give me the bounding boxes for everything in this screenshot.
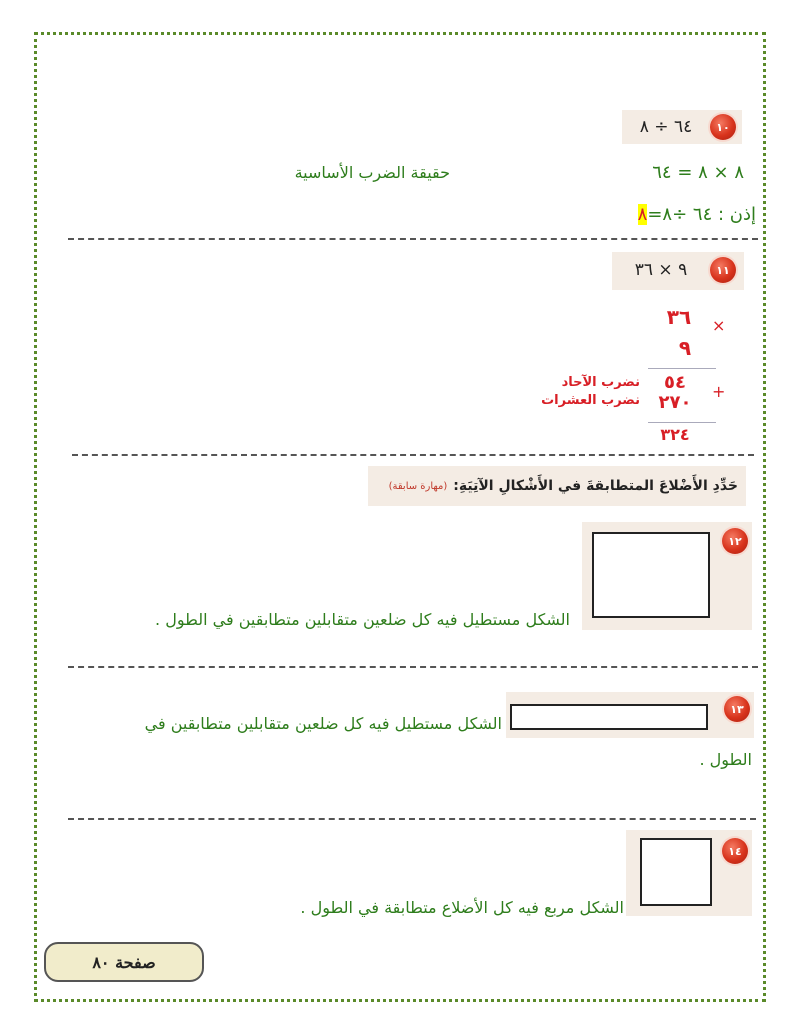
q11-partial-2: ٢٧٠: [658, 392, 692, 413]
instruction-text: حَدِّدِ الأَضْلاعَ المتطابقةَ في الأَشْكالِ الآتِيَةِ:: [453, 478, 738, 494]
q14-square: [640, 838, 712, 906]
q11-partial-1: ٥٤: [664, 372, 686, 393]
q10-fact-label: حقيقة الضرب الأساسية: [294, 163, 450, 182]
divider-2: [72, 454, 754, 456]
divider-4: [68, 818, 756, 820]
q14-badge: ١٤: [722, 838, 748, 864]
q11-line-2: [648, 422, 716, 423]
q11-multiplier: ٩: [678, 336, 692, 360]
q14-answer: الشكل مربع فيه كل الأضلاع متطابقة في الطول .: [300, 898, 624, 917]
q12-rectangle: [592, 532, 710, 618]
q11-result: ٣٢٤: [660, 425, 690, 444]
q13-rectangle: [510, 704, 708, 730]
q13-answer-line2: الطول .: [699, 750, 752, 769]
q11-multiplicand: ٣٦: [666, 305, 692, 329]
divider-1: [68, 238, 758, 240]
q11-label-tens: نضرب العشرات: [541, 393, 640, 408]
q13-answer-line1: الشكل مستطيل فيه كل ضلعين متقابلين متطابقين في: [144, 714, 502, 733]
q10-answer: ٨: [637, 204, 648, 225]
q10-problem: ٦٤ ÷ ٨: [639, 117, 693, 137]
q11-line-1: [648, 368, 716, 369]
q10-conclusion-text: إذن : ٦٤ ÷٨=: [647, 204, 756, 225]
q10-badge: ١٠: [710, 114, 736, 140]
instruction-note: (مهارة سابقة): [388, 480, 448, 492]
q10-conclusion: [560, 204, 756, 225]
q11-problem: ٩ × ٣٦: [634, 260, 688, 280]
divider-3: [68, 666, 758, 668]
instruction-strip: [368, 466, 746, 506]
q11-label-ones: نضرب الآحاد: [561, 375, 640, 390]
q12-badge: ١٢: [722, 528, 748, 554]
page-number-label: صفحة ٨٠: [44, 942, 204, 982]
q11-badge: ١١: [710, 257, 736, 283]
plus-sign: +: [712, 382, 726, 401]
times-sign: ×: [712, 316, 726, 335]
q13-badge: ١٣: [724, 696, 750, 722]
q12-answer: الشكل مستطيل فيه كل ضلعين متقابلين متطابقين في الطول .: [155, 610, 570, 629]
q10-fact-equation: ٨ × ٨ = ٦٤: [652, 162, 744, 183]
